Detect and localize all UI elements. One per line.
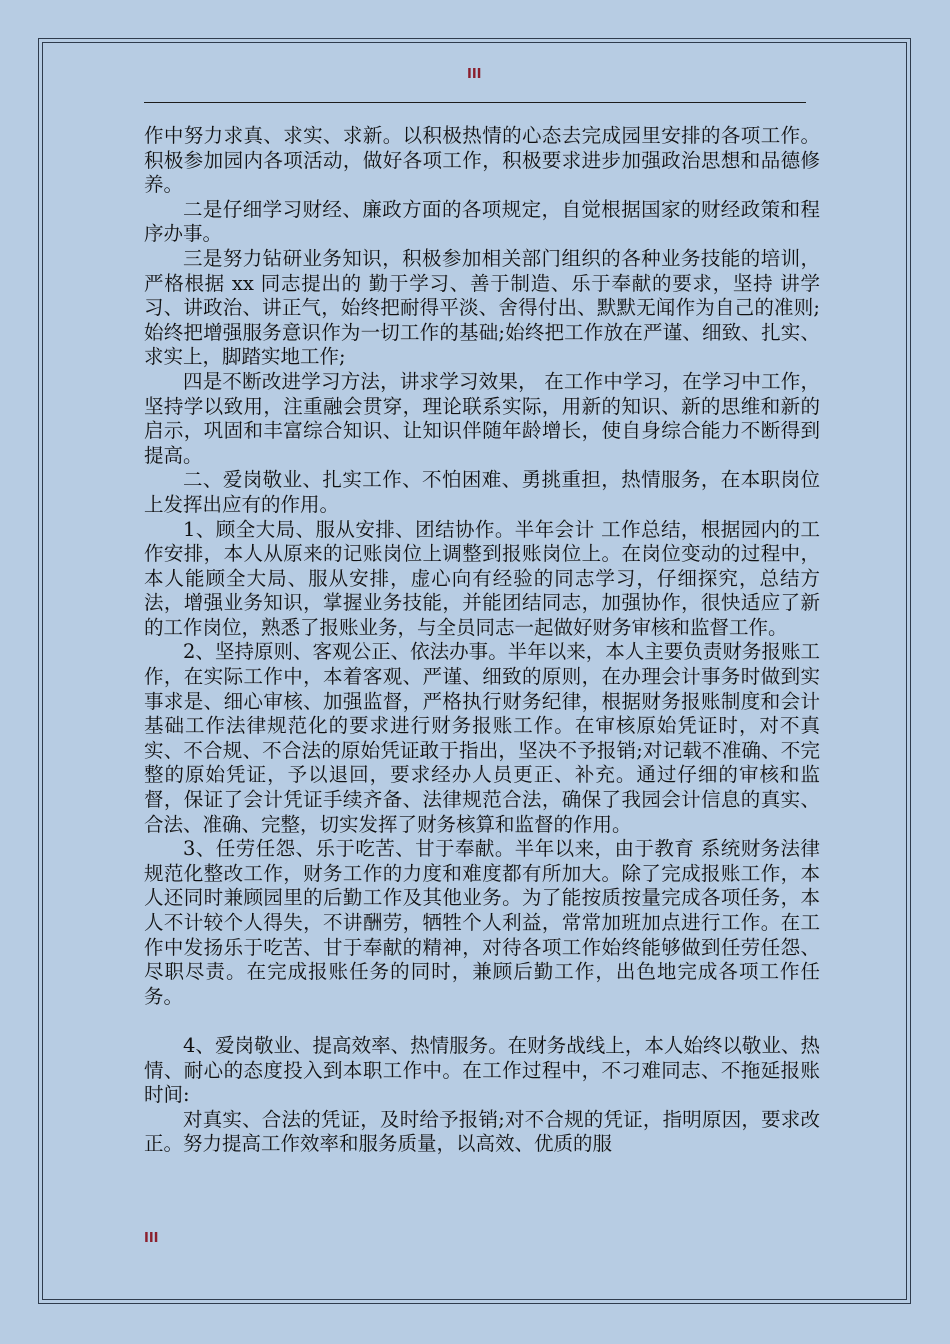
paragraph-6: 1、顾全大局、服从安排、团结协作。半年会计 工作总结，根据园内的工作安排，本人从原来的记账岗位上调整到报账岗位上。在岗位变动的过程中，本人能顾全大局、服从安排，虚心向有经验的同志学习，仔细探究，总结方法，增强业务知识，掌握业务技能，并能团结同志，加强协作，很快适应了新的工作岗位，熟悉了报账业务，与全员同志一起做好财务审核和监督工作。 [144,517,820,639]
paragraph-7: 2、坚持原则、客观公正、依法办事。半年以来，本人主要负责财务报账工作，在实际工作中，本着客观、严谨、细致的原则，在办理会计事务时做到实事求是、细心审核、加强监督，严格执行财务纪律，根据财务报账制度和会计基础工作法律规范化的要求进行财务报账工作。在审核原始凭证时，对不真实、不合规、不合法的原始凭证敢于指出，坚决不予报销;对记载不准确、不完整的原始凭证，予以退回，要求经办人员更正、补充。通过仔细的审核和监督，保证了会计凭证手续齐备、法律规范合法，确保了我园会计信息的真实、合法、准确、完整，切实发挥了财务核算和监督的作用。 [144,640,820,836]
paragraph-8: 3、任劳任怨、乐于吃苦、甘于奉献。半年以来，由于教育 系统财务法律规范化整改工作，财务工作的力度和难度都有所加大。除了完成报账工作，本人还同时兼顾园里的后勤工作及其他业务。为了能按质按量完成各项任务，本人不计较个人得失，不讲酬劳，牺牲个人利益，常常加班加点进行工作。在工作中发扬乐于吃苦、甘于奉献的精神，对待各项工作始终能够做到任劳任怨、尽职尽责。在完成报账任务的同时，兼顾后勤工作，出色地完成各项工作任务。 [144,837,820,1008]
paragraph-2: 二是仔细学习财经、廉政方面的各项规定，自觉根据国家的财经政策和程序办事。 [144,197,820,246]
header-mark: III [467,67,482,82]
paragraph-5: 二、爱岗敬业、扎实工作、不怕困难、勇挑重担，热情服务，在本职岗位上发挥出应有的作用。 [144,468,820,516]
paragraph-9: 4、爱岗敬业、提高效率、热情服务。在财务战线上，本人始终以敬业、热情、耐心的态度投入到本职工作中。在工作过程中，不刁难同志、不拖延报账时间: [144,1033,820,1107]
paragraph-gap [144,1009,820,1034]
document-body [144,124,820,1157]
footer-mark: III [144,1231,159,1246]
paragraph-10: 对真实、合法的凭证，及时给予报销;对不合规的凭证，指明原因，要求改正。努力提高工作效率和服务质量，以高效、优质的服 [144,1107,820,1156]
header-rule [144,102,806,103]
paragraph-3: 三是努力钻研业务知识，积极参加相关部门组织的各种业务技能的培训，严格根据 xx 同志提出的 勤于学习、善于制造、乐于奉献的要求，坚持 讲学习、讲政治、讲正气，始终把耐得平淡、舍得付出、默默无闻作为自己的准则;始终把增强服务意识作为一切工作的基础;始终把工作放在严谨、细致、扎实、求实上，脚踏实地工作; [144,246,820,369]
paragraph-1: 作中努力求真、求实、求新。以积极热情的心态去完成园里安排的各项工作。积极参加园内各项活动，做好各项工作，积极要求进步加强政治思想和品德修养。 [144,124,820,197]
paragraph-4: 四是不断改进学习方法，讲求学习效果， 在工作中学习，在学习中工作，坚持学以致用，注重融会贯穿，理论联系实际，用新的知识、新的思维和新的启示，巩固和丰富综合知识、让知识伴随年龄增长，使自身综合能力不断得到提高。 [144,369,820,467]
